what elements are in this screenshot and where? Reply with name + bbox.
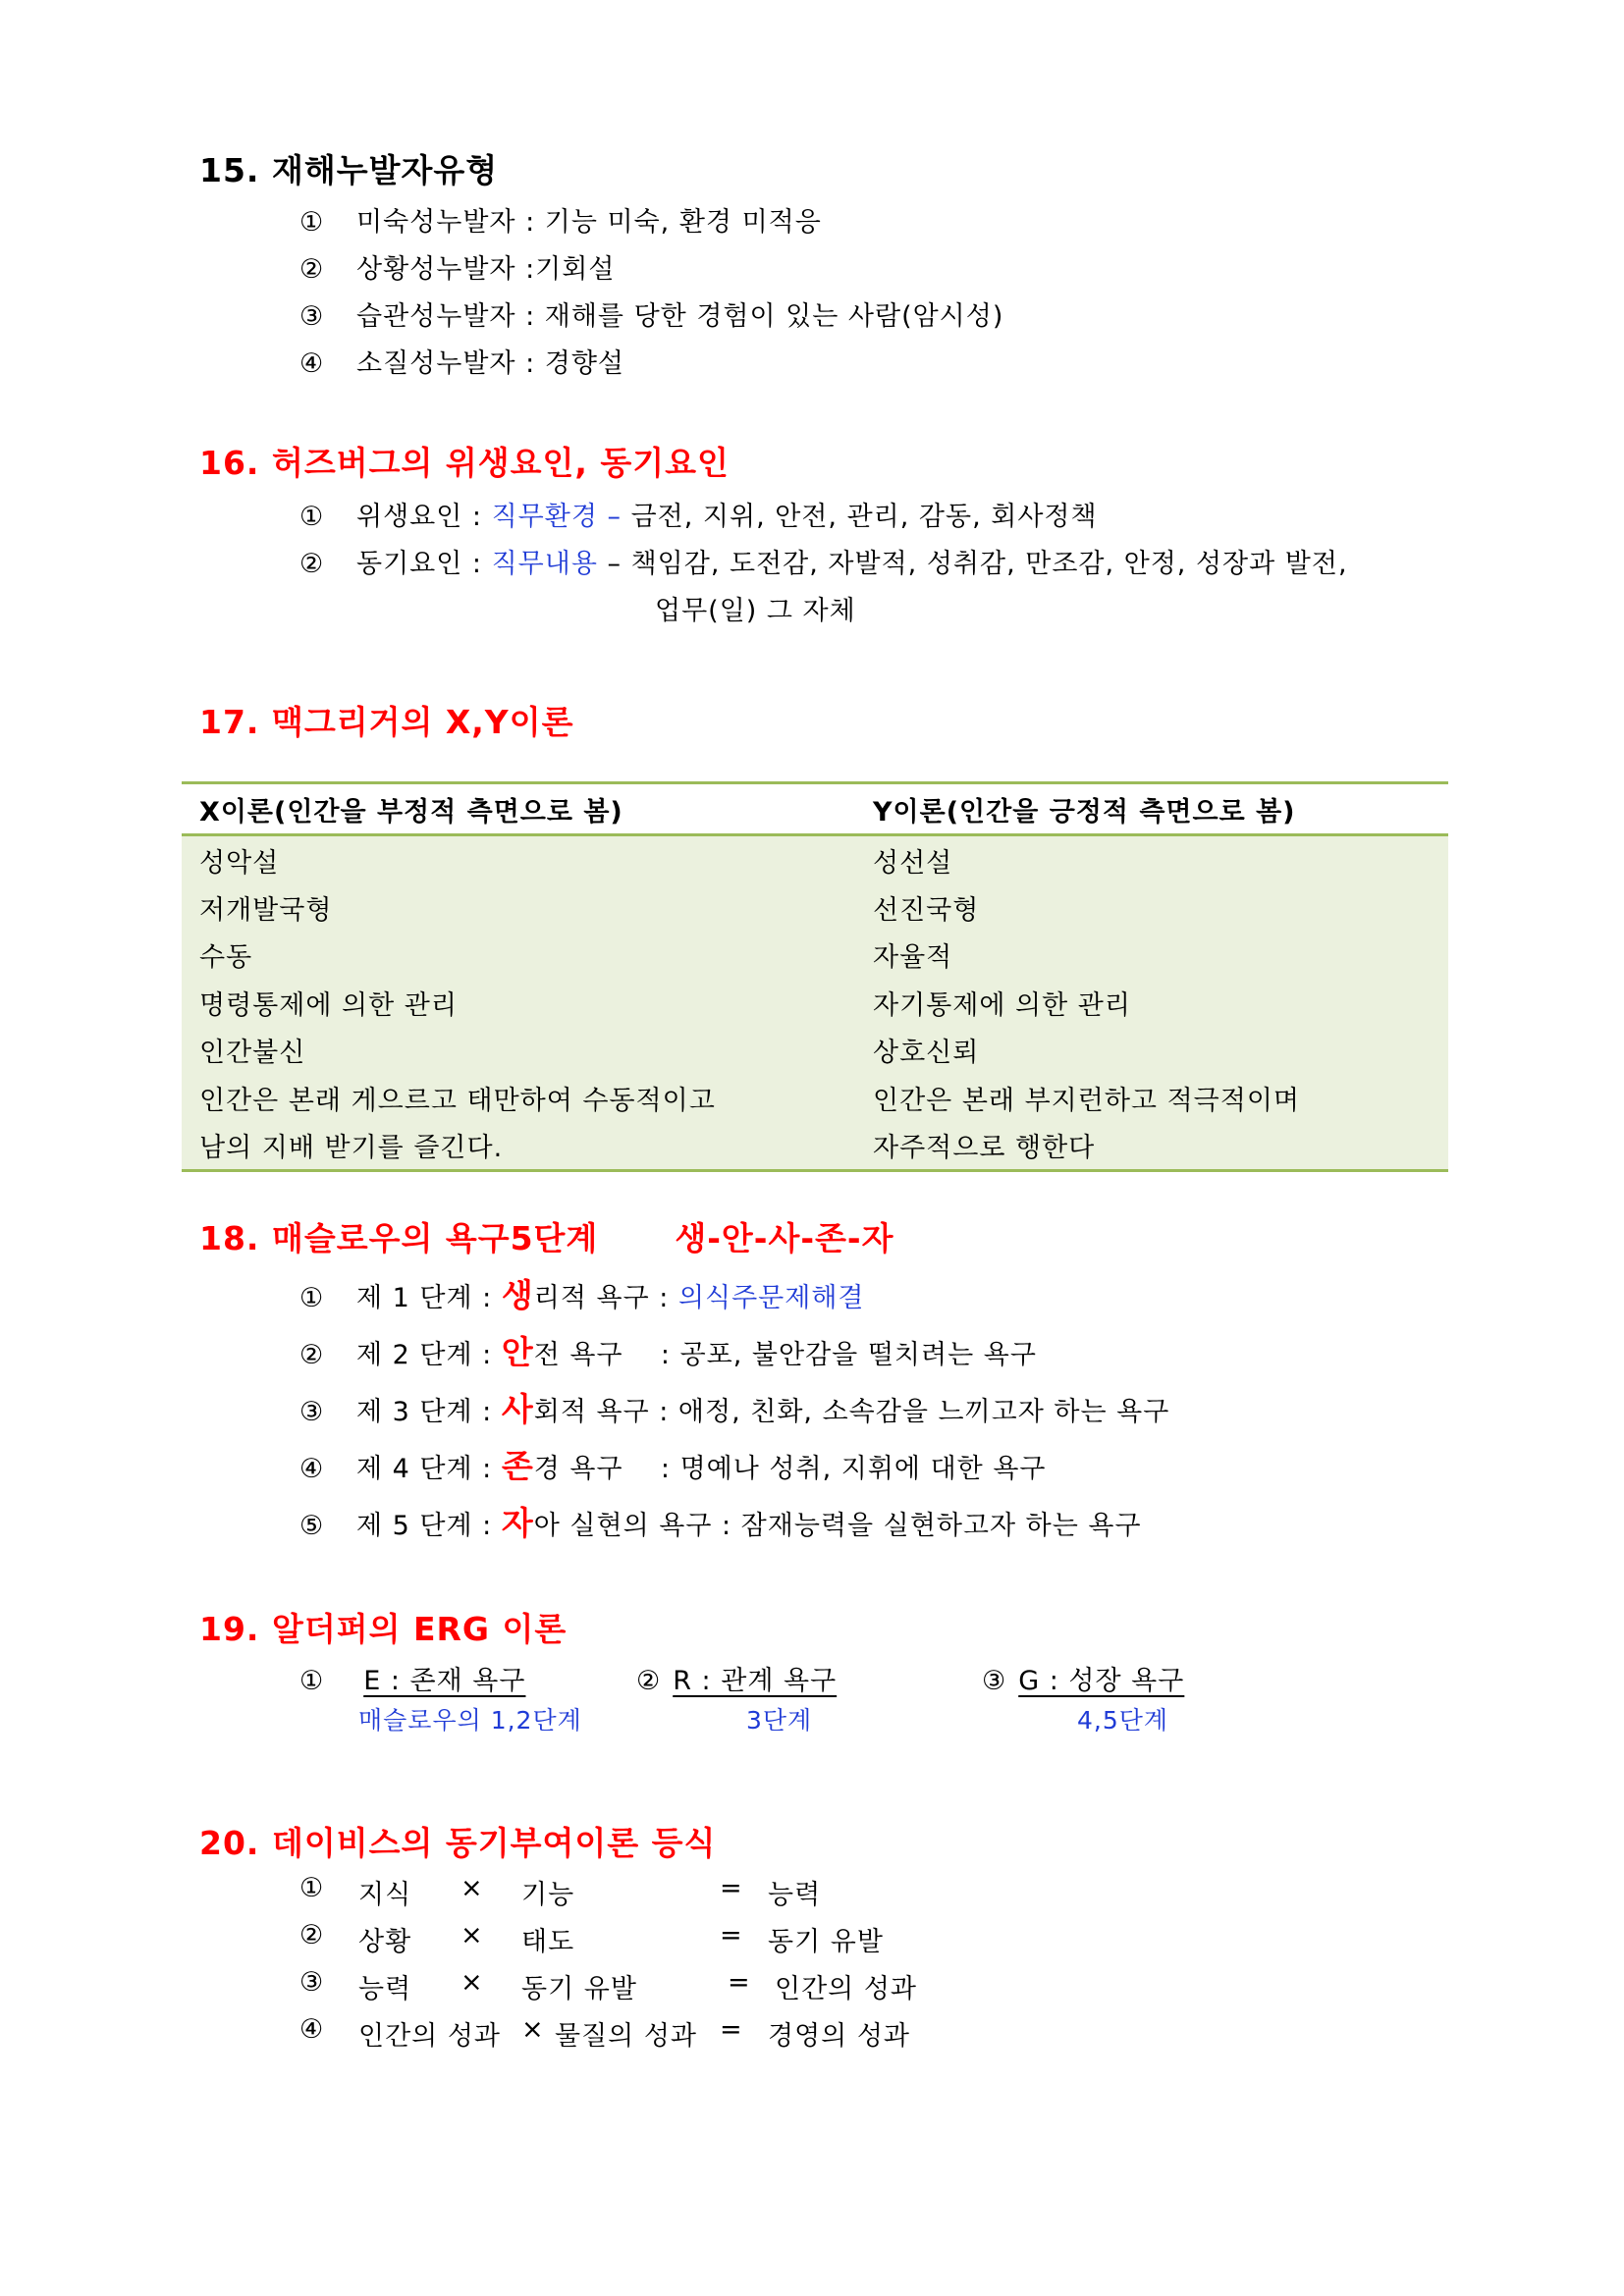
times-sign: × <box>460 1920 484 1950</box>
highlight-char: 안 <box>501 1333 534 1371</box>
erg-sub-r: 3단계 <box>746 1706 813 1735</box>
term-a: 능력 <box>358 1974 412 2004</box>
item-number: ④ <box>299 348 325 379</box>
term-b: 기능 <box>521 1880 575 1910</box>
item-number: ③ <box>982 1666 1007 1696</box>
item-number: ③ <box>299 1397 325 1427</box>
item-prefix: 제 2 단계 : <box>356 1340 502 1370</box>
s18-item-5 <box>299 1498 1142 1544</box>
item-number: ① <box>299 1283 325 1313</box>
item-number: ① <box>299 1873 325 1903</box>
item-prefix: 제 5 단계 : <box>356 1511 502 1541</box>
title-text: 18. 매슬로우의 욕구5단계 <box>199 1219 599 1257</box>
result: 인간의 성과 <box>775 1974 917 2004</box>
header-y: Y이론(인간을 긍정적 측면으로 봄) <box>855 783 1448 835</box>
section-17-title: 17. 맥그리거의 X,Y이론 <box>199 703 574 741</box>
cell-x: 수동 <box>182 932 855 979</box>
item-number: ④ <box>299 1454 325 1484</box>
item-text: 미숙성누발자 : 기능 미숙, 환경 미적응 <box>356 207 822 238</box>
highlight-char: 생 <box>501 1276 534 1314</box>
keyword: 직무환경 <box>491 502 598 532</box>
s15-item-3 <box>299 294 1003 333</box>
section-20-title: 20. 데이비스의 동기부여이론 등식 <box>199 1824 717 1862</box>
cell-y: 상호신뢰 <box>855 1027 1448 1074</box>
cell-y: 인간은 본래 부지런하고 적극적이며 <box>855 1074 1448 1121</box>
s16-item-1 <box>299 495 1098 533</box>
table-header-row <box>182 783 1448 835</box>
item-text: 리적 욕구 : <box>533 1283 678 1313</box>
section-18-title <box>199 1213 894 1259</box>
cell-y: 자주적으로 행한다 <box>855 1121 1448 1170</box>
item-number: ⑤ <box>299 1511 325 1541</box>
header-x: X이론(인간을 부정적 측면으로 봄) <box>182 783 855 835</box>
equals-sign: = <box>720 1873 743 1903</box>
highlight-char: 사 <box>501 1390 534 1428</box>
times-sign: × <box>460 1967 484 1998</box>
item-number: ① <box>299 502 325 532</box>
s15-item-2 <box>299 247 615 286</box>
item-text: 습관성누발자 : 재해를 당한 경험이 있는 사람(암시성) <box>356 301 1004 332</box>
item-prefix: 제 1 단계 : <box>356 1283 502 1313</box>
cell-y: 자기통제에 의한 관리 <box>855 979 1448 1026</box>
s18-item-3 <box>299 1384 1169 1430</box>
keyword: 직무내용 <box>491 549 598 579</box>
table-row <box>182 1074 1448 1121</box>
erg-item-r <box>636 1659 837 1697</box>
result: 능력 <box>768 1880 822 1910</box>
s18-item-4 <box>299 1441 1046 1487</box>
item-text: 아 실현의 욕구 : 잠재능력을 실현하고자 하는 욕구 <box>533 1511 1142 1541</box>
section-16-title: 16. 허즈버그의 위생요인, 동기요인 <box>199 444 730 482</box>
erg-sub-e: 매슬로우의 1,2단계 <box>358 1706 582 1735</box>
erg-label: R : 관계 욕구 <box>673 1666 838 1696</box>
result: 경영의 성과 <box>768 2021 910 2052</box>
s18-item-1 <box>299 1270 865 1316</box>
equation-row <box>299 2014 987 2050</box>
highlight-char: 존 <box>501 1447 534 1485</box>
item-number: ② <box>299 549 325 579</box>
cell-x: 인간불신 <box>182 1027 855 1074</box>
erg-sub-g: 4,5단계 <box>1077 1706 1169 1735</box>
xy-theory-table <box>182 781 1448 1172</box>
s15-item-1 <box>299 200 822 239</box>
item-prefix: 제 3 단계 : <box>356 1397 502 1427</box>
item-text: 전 욕구 : 공포, 불안감을 떨치려는 욕구 <box>533 1340 1037 1370</box>
result: 동기 유발 <box>768 1927 884 1957</box>
term-a: 지식 <box>358 1880 412 1910</box>
equation-row <box>299 1920 987 1955</box>
dash: – <box>597 549 631 579</box>
equation-row <box>299 1873 987 1908</box>
cell-x: 명령통제에 의한 관리 <box>182 979 855 1026</box>
item-number: ③ <box>299 301 325 332</box>
erg-label: G : 성장 욕구 <box>1018 1666 1185 1696</box>
equals-sign: = <box>728 1967 751 1998</box>
section-19-title: 19. 알더퍼의 ERG 이론 <box>199 1610 568 1648</box>
table-row <box>182 1027 1448 1074</box>
item-text: 금전, 지위, 안전, 관리, 감동, 회사정책 <box>630 502 1098 532</box>
s15-item-4 <box>299 342 624 380</box>
cell-x: 성악설 <box>182 835 855 884</box>
term-b: 태도 <box>521 1927 575 1957</box>
item-text: 책임감, 도전감, 자발적, 성취감, 만조감, 안정, 성장과 발전, <box>630 549 1348 579</box>
item-text: 소질성누발자 : 경향설 <box>356 348 624 379</box>
item-number: ② <box>299 1920 325 1950</box>
item-prefix: 위생요인 : <box>356 502 492 532</box>
section-15-title: 15. 재해누발자유형 <box>199 151 499 189</box>
s18-item-2 <box>299 1327 1037 1373</box>
cell-x: 남의 지배 받기를 즐긴다. <box>182 1121 855 1170</box>
equation-row <box>299 1967 987 2002</box>
cell-y: 성선설 <box>855 835 1448 884</box>
item-number: ① <box>299 1666 325 1696</box>
item-prefix: 동기요인 : <box>356 549 492 579</box>
cell-x: 인간은 본래 게으르고 태만하여 수동적이고 <box>182 1074 855 1121</box>
table-row <box>182 835 1448 884</box>
item-text: 경 욕구 : 명예나 성취, 지휘에 대한 욕구 <box>533 1454 1047 1484</box>
term-a: 상황 <box>358 1927 412 1957</box>
item-text: 상황성누발자 :기회설 <box>356 254 616 285</box>
erg-item-e <box>299 1659 525 1697</box>
cell-y: 선진국형 <box>855 883 1448 931</box>
s16-item-2 <box>299 542 1348 580</box>
erg-label: E : 존재 욕구 <box>363 1666 526 1696</box>
blue-note: 의식주문제해결 <box>677 1283 865 1313</box>
term-a: 인간의 성과 <box>358 2021 501 2052</box>
item-number: ② <box>299 1340 325 1370</box>
term-b: 물질의 성과 <box>555 2021 697 2052</box>
item-number: ③ <box>299 1967 325 1998</box>
mnemonic: 생-안-사-존-자 <box>675 1219 894 1257</box>
table-row <box>182 1121 1448 1170</box>
equals-sign: = <box>720 1920 743 1950</box>
item-number: ④ <box>299 2014 325 2045</box>
erg-item-g <box>982 1659 1184 1697</box>
item-prefix: 제 4 단계 : <box>356 1454 502 1484</box>
highlight-char: 자 <box>501 1504 534 1542</box>
table-row <box>182 979 1448 1026</box>
table-row <box>182 932 1448 979</box>
item-number: ② <box>299 254 325 285</box>
item-number: ② <box>636 1666 662 1696</box>
cell-x: 저개발국형 <box>182 883 855 931</box>
table-row <box>182 883 1448 931</box>
times-sign: × <box>521 2014 545 2045</box>
equals-sign: = <box>720 2014 743 2045</box>
times-sign: × <box>460 1873 484 1903</box>
cell-y: 자율적 <box>855 932 1448 979</box>
item-number: ① <box>299 207 325 238</box>
s16-continuation: 업무(일) 그 자체 <box>655 596 856 626</box>
item-text: 회적 욕구 : 애정, 친화, 소속감을 느끼고자 하는 욕구 <box>533 1397 1170 1427</box>
term-b: 동기 유발 <box>521 1974 637 2004</box>
dash: – <box>597 502 631 532</box>
